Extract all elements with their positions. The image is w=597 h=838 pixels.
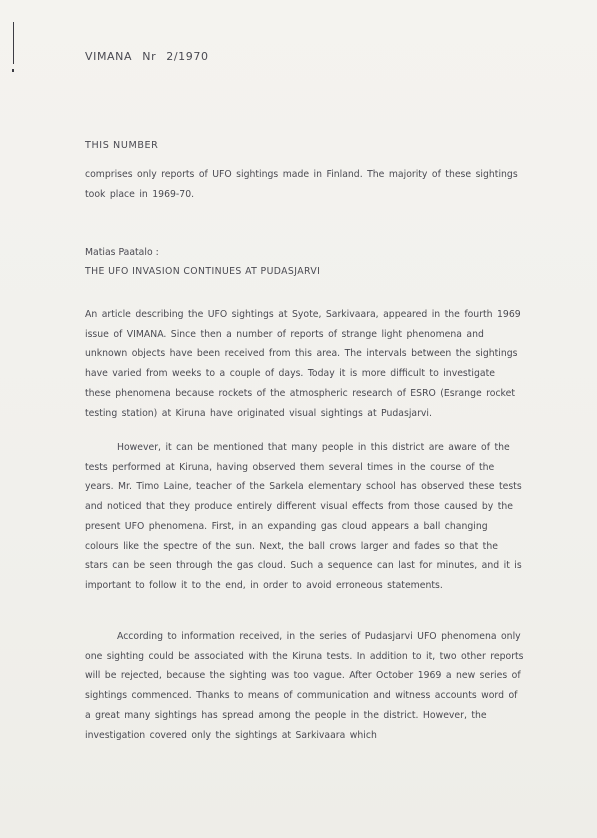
article-paragraph-1: An article describing the UFO sightings at Syote, Sarkivaara, appeared in the fourth 1969 issue of VIMANA. Since then a number of reports of strange light phenomena and unknown objects have been received from this area. The intervals between the sightings have varied from weeks to a couple of days. Today it is more difficult to investigate these phenomena because rockets of the atmospheric research of ESRO (Esrange rocket testing station) at Kiruna have originated visual sightings at Pudasjarvi.: [85, 309, 521, 419]
intro-paragraph: comprises only reports of UFO sightings made in Finland. The majority of these sightings took place in 1969-70.: [85, 169, 518, 200]
masthead: VIMANA Nr 2/1970: [85, 50, 209, 63]
article-title: THE UFO INVASION CONTINUES AT PUDASJARVI: [85, 266, 321, 277]
section-heading: THIS NUMBER: [85, 140, 159, 151]
margin-dot: [12, 69, 14, 72]
article-paragraph-3: According to information received, in the series of Pudasjarvi UFO phenomena only one sighting could be associated with the Kiruna tests. In addition to it, two other reports will be rejected, because the sighting was too vague. After October 1969 a new series of sightings commenced. Thanks to means of communication and witness accounts word of a great many sightings has spread among the people in the district. However, the investigation covered only the sightings at Sarkivaara which: [85, 631, 524, 741]
article-paragraph-2: However, it can be mentioned that many people in this district are aware of the tests performed at Kiruna, having observed them several times in the course of the years. Mr. Timo Laine, teacher of the Sarkela elementary school has observed these tests and noticed that they produce entirely different visual effects from those caused by the present UFO phenomena. First, in an expanding gas cloud appears a ball changing colours like the spectre of the sun. Next, the ball crows larger and fades so that the stars can be seen through the gas cloud. Such a sequence can last for minutes, and it is important to follow it to the end, in order to avoid erroneous statements.: [85, 442, 522, 591]
article-author: Matias Paatalo :: [85, 247, 159, 258]
margin-mark: [13, 22, 14, 64]
